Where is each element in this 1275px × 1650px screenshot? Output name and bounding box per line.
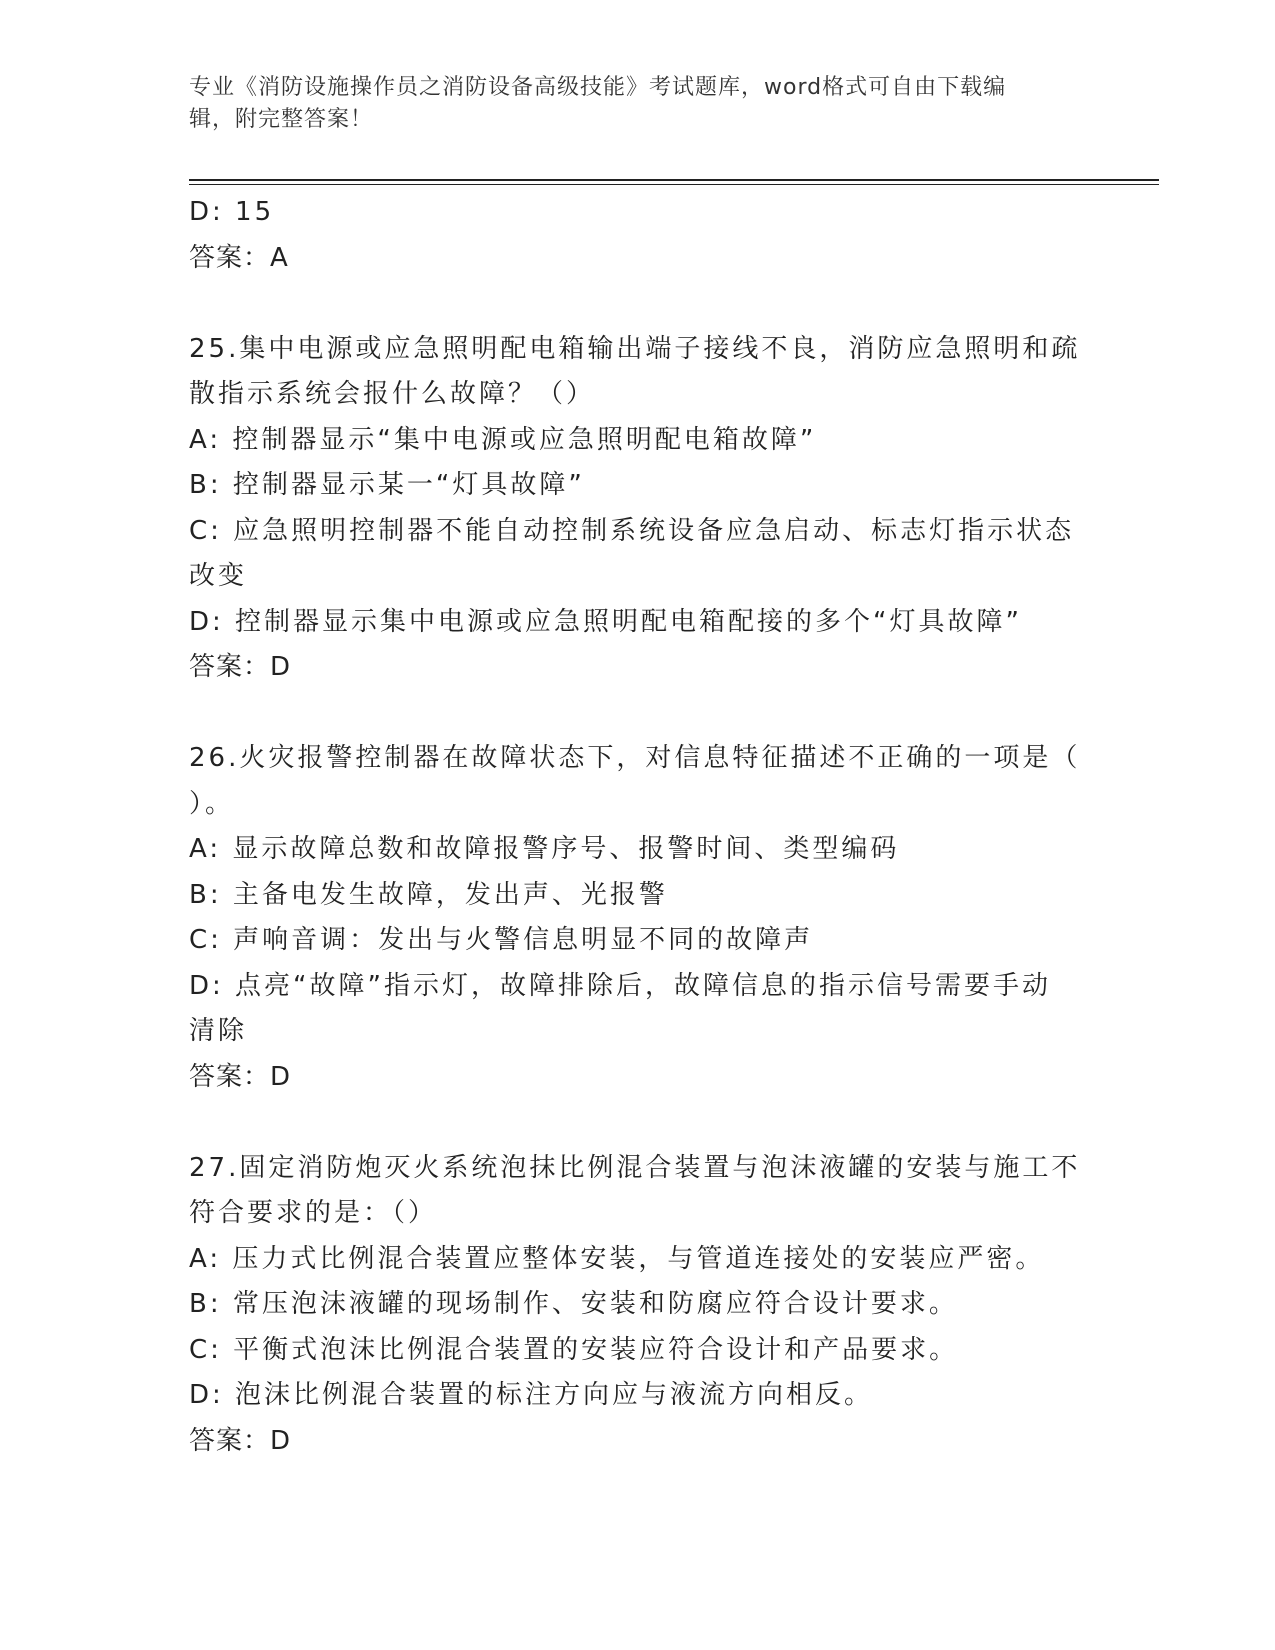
spacer [189,1100,1089,1146]
question-stem-line: 符合要求的是：（） [189,1198,438,1228]
page-header [189,72,1089,136]
answer-line: 答案：D [189,1425,292,1456]
header-line-1: 专业《消防设施操作员之消防设备高级技能》考试题库，word格式可自由下载编 [189,75,1007,100]
header-divider-thin [189,184,1159,185]
answer-line: 答案：D [189,1061,292,1092]
option-c-continued: 改变 [189,561,248,591]
option-c: C: 应急照明控制器不能自动控制系统设备应急启动、标志灯指示状态 [189,515,1075,546]
option-b: B: 控制器显示某一“灯具故障” [189,470,585,500]
header-divider-thick [189,179,1159,181]
previous-question-tail [189,190,1089,281]
header-line-2: 辑，附完整答案！ [189,107,374,132]
question-stem-line: 25.集中电源或应急照明配电箱输出端子接线不良，消防应急照明和疏 [189,333,1081,364]
question-25 [189,327,1089,691]
option-b: B: 主备电发生故障，发出声、光报警 [189,879,668,910]
option-d: D: 控制器显示集中电源或应急照明配电箱配接的多个“灯具故障” [189,606,1022,637]
answer-line: 答案：A [189,242,289,273]
answer-line: 答案：D [189,652,292,682]
question-27 [189,1146,1089,1465]
spacer [189,691,1089,737]
option-d: D: 15 [189,197,275,227]
option-b: B: 常压泡沫液罐的现场制作、安装和防腐应符合设计要求。 [189,1289,958,1319]
option-d: D: 泡沫比例混合装置的标注方向应与液流方向相反。 [189,1380,874,1410]
option-a: A: 显示故障总数和故障报警序号、报警时间、类型编码 [189,834,900,864]
spacer [189,281,1089,327]
option-c: C: 平衡式泡沫比例混合装置的安装应符合设计和产品要求。 [189,1334,959,1365]
question-stem-line: 26.火灾报警控制器在故障状态下，对信息特征描述不正确的一项是（ [189,743,1081,773]
question-26 [189,736,1089,1100]
question-stem-line: 散指示系统会报什么故障？（） [189,379,596,409]
question-stem-line: 27.固定消防炮灭火系统泡抹比例混合装置与泡沫液罐的安装与施工不 [189,1152,1081,1183]
option-a: A: 压力式比例混合装置应整体安装，与管道连接处的安装应严密。 [189,1243,1045,1274]
option-d-continued: 清除 [189,1016,248,1046]
option-c: C: 声响音调：发出与火警信息明显不同的故障声 [189,925,814,955]
question-list [189,190,1089,1464]
option-d: D: 点亮“故障”指示灯，故障排除后，故障信息的指示信号需要手动 [189,970,1051,1001]
option-a: A: 控制器显示“集中电源或应急照明配电箱故障” [189,424,817,455]
question-stem-line: ）。 [189,788,235,819]
